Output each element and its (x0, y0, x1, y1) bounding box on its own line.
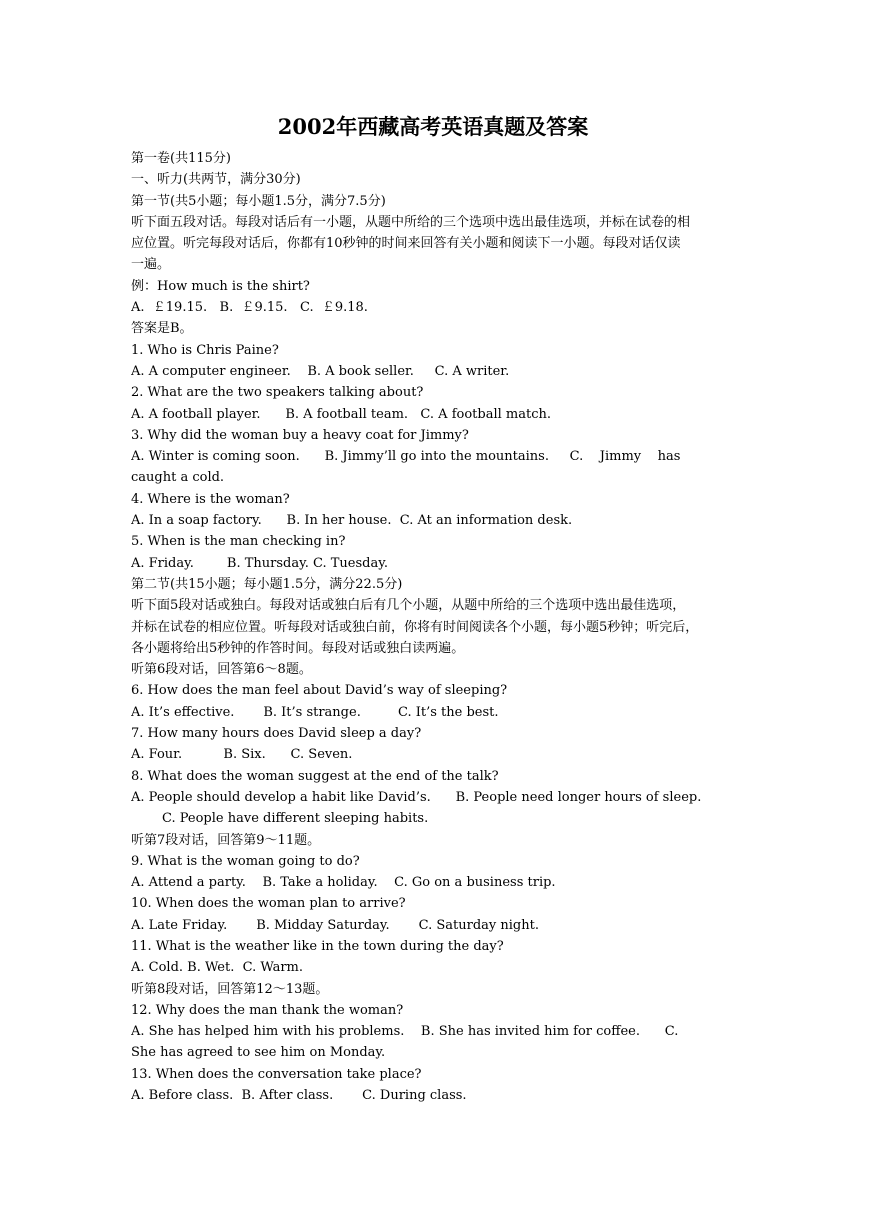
example-question: 例：How much is the shirt? (131, 278, 310, 294)
options: A. Late Friday. B. Midday Saturday. C. Saturday night. (131, 917, 539, 933)
section-heading: 第一卷(共115分) (131, 151, 231, 166)
options: A. Four. B. Six. C. Seven. (131, 747, 353, 763)
options: A. She has helped him with his problems. B. She has invited him for coffee. C. (131, 1024, 679, 1040)
question: 4. Where is the woman? (131, 491, 290, 507)
document-title: 2002年西藏高考英语真题及答案 (277, 114, 589, 139)
subsection-heading: 第二节(共15小题；每小题1.5分，满分22.5分) (131, 576, 403, 592)
options: A. A computer engineer. B. A book seller. C. A writer. (131, 363, 510, 379)
options: C. People have different sleeping habits. (162, 811, 429, 827)
options: caught a cold. (131, 470, 225, 486)
dialogue-heading: 听第6段对话，回答第6～8题。 (131, 662, 312, 678)
options: A. Before class. B. After class. C. During class. (131, 1088, 467, 1104)
question: 6. How does the man feel about David’s way of sleeping? (131, 683, 508, 699)
question: 2. What are the two speakers talking about? (131, 385, 424, 401)
question: 9. What is the woman going to do? (131, 853, 360, 869)
question: 3. Why did the woman buy a heavy coat for Jimmy? (131, 427, 469, 443)
question: 7. How many hours does David sleep a day? (131, 726, 422, 742)
question: 1. Who is Chris Paine? (131, 342, 279, 358)
dialogue-heading: 听第7段对话，回答第9～11题。 (131, 832, 321, 848)
instructions-text: 并标在试卷的相应位置。听每段对话或独白前，你将有时间阅读各个小题，每小题5秒钟；听完后， (131, 619, 699, 635)
options: She has agreed to see him on Monday. (131, 1045, 386, 1061)
options: A. Attend a party. B. Take a holiday. C. Go on a business trip. (131, 875, 556, 891)
example-options: A. ￡19.15. B. ￡9.15. C. ￡9.18. (131, 300, 368, 316)
options: A. It’s effective. B. It’s strange. C. It’s the best. (131, 704, 499, 720)
question: 8. What does the woman suggest at the end of the talk? (131, 768, 499, 784)
question: 5. When is the man checking in? (131, 534, 346, 550)
options: A. Cold. B. Wet. C. Warm. (131, 960, 304, 976)
instructions-text: 应位置。听完每段对话后，你都有10秒钟的时间来回答有关小题和阅读下一小题。每段对话仅读 (131, 236, 681, 252)
part-heading: 一、听力(共两节，满分30分) (131, 172, 301, 188)
question: 13. When does the conversation take place? (131, 1066, 422, 1082)
options: A. In a soap factory. B. In her house. C. At an information desk. (131, 513, 573, 529)
options: A. Friday. B. Thursday. C. Tuesday. (131, 555, 388, 571)
options: A. Winter is coming soon. B. Jimmy’ll go into the mountains. C. Jimmy has (131, 449, 681, 465)
dialogue-heading: 听第8段对话，回答第12～13题。 (131, 981, 329, 997)
options: A. People should develop a habit like David’s. B. People need longer hours of sleep. (131, 789, 702, 805)
document-page (131, 112, 739, 1106)
question: 12. Why does the man thank the woman? (131, 1002, 404, 1018)
options: A. A football player. B. A football team. C. A football match. (131, 406, 551, 422)
question: 10. When does the woman plan to arrive? (131, 896, 406, 912)
subsection-heading: 第一节(共5小题；每小题1.5分，满分7.5分) (131, 193, 386, 209)
instructions-text: 各小题将给出5秒钟的作答时间。每段对话或独白读两遍。 (131, 640, 465, 656)
question: 11. What is the weather like in the town during the day? (131, 938, 504, 954)
instructions-text: 听下面五段对话。每段对话后有一小题，从题中所给的三个选项中选出最佳选项，并标在试卷的相 (131, 214, 691, 230)
example-answer: 答案是B。 (131, 321, 193, 337)
instructions-text: 一遍。 (131, 257, 171, 273)
instructions-text: 听下面5段对话或独白。每段对话或独白后有几个小题，从题中所给的三个选项中选出最佳选项， (131, 598, 686, 614)
